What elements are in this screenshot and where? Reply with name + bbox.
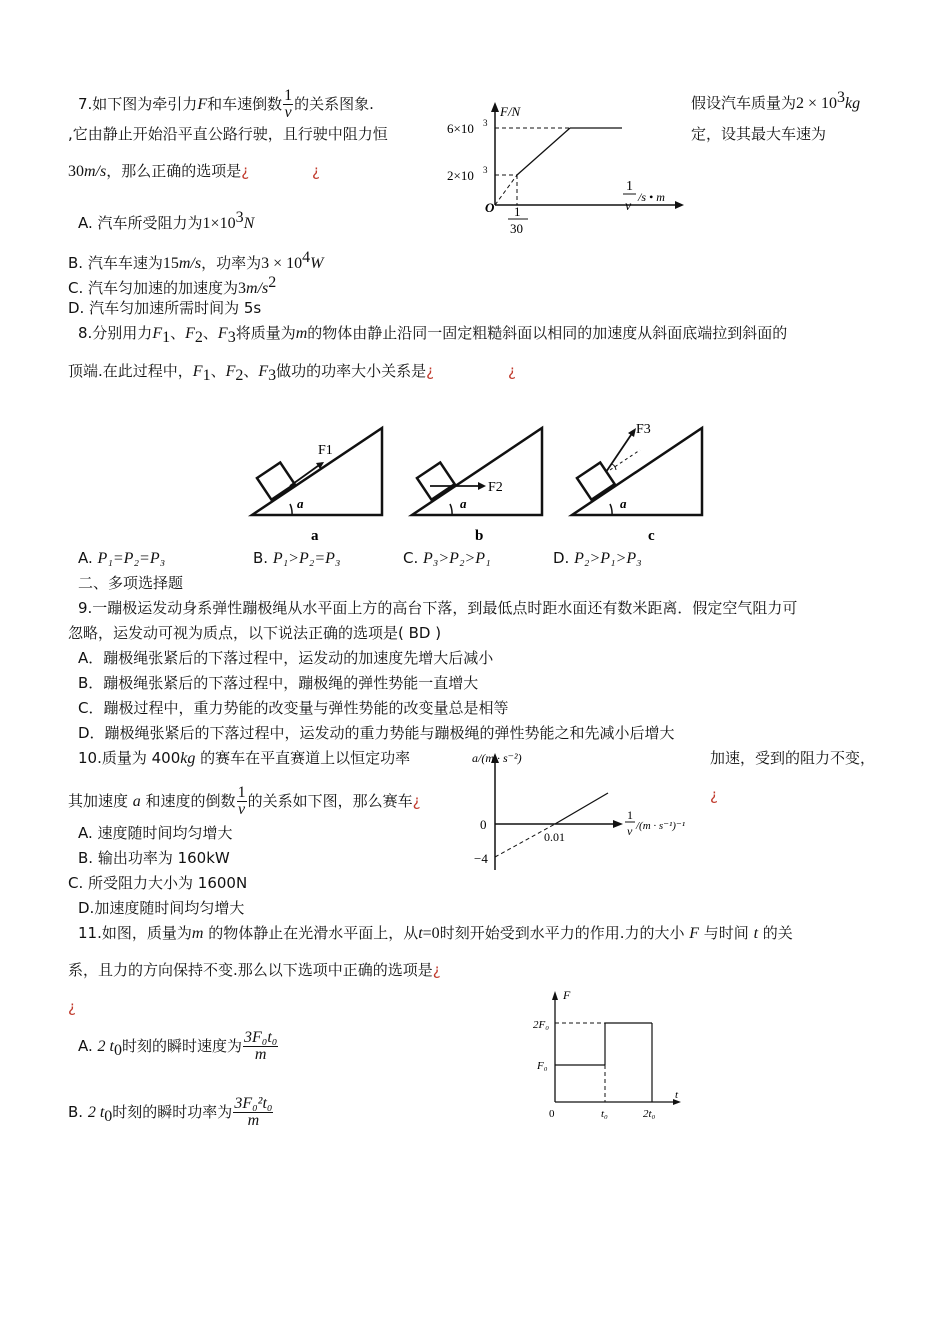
q8-force-a — [290, 463, 322, 486]
q10-ylabel: a/(m · s⁻²) — [472, 751, 522, 765]
q11-xlabel: t — [675, 1089, 679, 1101]
q7-mass-lead: 假设汽车质量为 — [691, 94, 797, 112]
q8-fig-a — [252, 428, 382, 544]
q8-F1: F — [152, 325, 163, 342]
q7-mass-exp: 3 — [837, 89, 846, 106]
q7-y-arrow — [491, 102, 499, 112]
q11-y-arrow — [552, 991, 558, 1000]
q7-line2b: 定，设其最大车速为 — [691, 125, 827, 143]
q8-optA-expr: P₁=P₂=P₃ — [97, 550, 166, 567]
q8-force-label-a: F1 — [318, 443, 333, 458]
q8-angle-a: a — [297, 496, 304, 511]
q10-frac-den: v — [238, 801, 246, 818]
q11-optB-t: 2 t — [87, 1104, 105, 1121]
q7-xlabel-unit: /s • m — [638, 190, 665, 204]
q7-vmax-unit: m/s — [84, 163, 107, 180]
q8-optC-label: C. — [403, 549, 419, 567]
q7-optD: D. 汽车匀加速所需时间为 5s — [68, 299, 262, 317]
q8-m: m — [295, 325, 308, 342]
q7-x-arrow — [675, 201, 684, 209]
q7-optC-unit: m/s — [246, 280, 269, 297]
q10-optC: C. 所受阻力大小为 1600N — [68, 874, 248, 892]
q10-optB: B. 输出功率为 160kW — [78, 849, 230, 867]
q8-F1b: F — [192, 363, 203, 380]
q11-optB-frac — [233, 1096, 273, 1129]
q10-line2a: 其加速度 — [68, 792, 133, 810]
q8-s1b: 1 — [202, 367, 211, 384]
q10-a: a — [132, 793, 141, 810]
q8-figures — [240, 418, 720, 543]
q8-angle-c: a — [620, 496, 627, 511]
q7-optB — [68, 248, 323, 274]
q8-force-b-head — [478, 482, 486, 490]
q10-line2c: 的关系如下图，那么赛车 — [247, 792, 413, 810]
q8-line1c: 的物体由静止沿同一固定粗糙斜面以相同的加速度从斜面底端拉到斜面的 — [307, 324, 788, 342]
q7-optA-exp: 3 — [235, 209, 244, 226]
q8-F3b: F — [258, 363, 269, 380]
q10-graph — [470, 745, 700, 875]
q7-optA-val: 1×10 — [202, 215, 236, 232]
q8-angle-arc-a — [290, 504, 292, 515]
q7-optC-exp: 2 — [268, 274, 277, 291]
q10-line1a: 10.质量为 400 — [78, 749, 181, 767]
q7-mass — [691, 88, 860, 114]
q7-optB-p: 3 × 10 — [261, 255, 303, 272]
q11-line1b: 的物体静止在光滑水平面上，从 — [203, 924, 419, 942]
q7-optC-text: C. 汽车匀加速的加速度为 — [68, 279, 239, 297]
q7-mass-unit: kg — [845, 95, 861, 112]
q11-line1c: 时刻开始受到水平力的作用.力的大小 — [439, 924, 690, 942]
q8-sep1b: 、 — [210, 362, 226, 380]
q8-optC-expr: P₃>P₂>P₁ — [423, 550, 491, 567]
q8-line1b: 将质量为 — [235, 324, 296, 342]
q7-xtick-num: 1 — [514, 204, 521, 219]
q10-x-arrow — [613, 820, 623, 828]
q11-optA-frac — [243, 1030, 278, 1063]
q11-optB: B. 2 $t_0$时刻的瞬时功率为 $\frac{\text{3F₀²t₀}}{m}$ — [68, 1095, 273, 1129]
q11-glyph-1: ¿ — [432, 961, 441, 979]
q7-optA-unit: N — [243, 215, 255, 232]
q8-optD-expr: P₂>P₁>P₃ — [574, 550, 642, 567]
q11-m: m — [191, 925, 204, 942]
q8-s3b: 3 — [268, 367, 277, 384]
q10-frac-num: 1 — [237, 784, 246, 801]
q7-y-lo: 2×10 — [447, 168, 474, 183]
q8-line2b: 做功的功率大小关系是 — [276, 362, 427, 380]
q7-glyph-2: ¿ — [312, 162, 320, 180]
q7-optB-unit: W — [310, 255, 324, 272]
q8-optB-label: B. — [253, 549, 269, 567]
q7-mass-val: 2 × 10 — [796, 95, 838, 112]
q7-glyph-1: ¿ — [241, 162, 250, 180]
q7-dash-origin — [495, 175, 517, 205]
q7-graph — [440, 100, 690, 240]
q7-line-rise — [517, 128, 570, 175]
q8-label-a: a — [311, 528, 319, 544]
q11-optB-label: B. — [68, 1103, 84, 1121]
q8-block-b — [417, 463, 455, 500]
q8-line2 — [68, 361, 434, 386]
q11-glyph-2: ¿ — [68, 998, 76, 1016]
q11-line1a: 11.如图，质量为 — [78, 924, 192, 942]
q7-origin: O — [485, 200, 495, 215]
q7-optC-v: 3 — [238, 280, 247, 297]
q7-ylabel: F/N — [500, 104, 521, 119]
q7-frac-den: v — [284, 104, 292, 121]
q8-optA — [78, 548, 165, 569]
q10-optD: D.加速度随时间均匀增大 — [78, 899, 245, 917]
q8-theta-arc-c — [612, 464, 616, 470]
q11-t0: t — [418, 925, 423, 942]
q7-optB-vunit: m/s — [178, 255, 202, 272]
q11-optB-den: m — [247, 1112, 260, 1129]
q8-optC — [403, 548, 491, 569]
q8-s2b: 2 — [235, 367, 244, 384]
q11-optA-mid: 时刻的瞬时速度为 — [122, 1037, 243, 1055]
q7-optA — [78, 208, 254, 234]
q8-F2: F — [185, 325, 195, 342]
q11-line2-text: 系，且力的方向保持不变.那么以下选项中正确的选项是 — [68, 961, 433, 979]
q9-optA: A．蹦极绳张紧后的下落过程中，运发动的加速度先增大后减小 — [78, 649, 494, 667]
q8-fig-c — [572, 422, 702, 544]
q11-F: F — [689, 925, 700, 942]
q9-optB: B．蹦极绳张紧后的下落过程中，蹦极绳的弹性势能一直增大 — [78, 674, 479, 692]
q7-optA-text: A. 汽车所受阻力为 — [78, 214, 203, 232]
q8-force-label-c: F3 — [636, 422, 651, 437]
q8-sep2: 、 — [202, 324, 218, 342]
q10-xlabel-num: 1 — [627, 808, 633, 822]
q8-angle-arc-b — [450, 504, 452, 515]
q8-s2: 2 — [194, 329, 203, 346]
q11-t: t — [753, 925, 759, 942]
q11-optA-den: m — [254, 1046, 267, 1063]
q7-optB-mid: ，功率为 — [201, 254, 262, 272]
q11-optA: A. 2 $t_0$时刻的瞬时速度为 $\frac{\text{3F₀t₀}}{m}$ — [78, 1029, 278, 1063]
q11-optB-mid: 时刻的瞬时功率为 — [112, 1103, 233, 1121]
q7-line1 — [78, 88, 374, 121]
q9-optC: C．蹦极过程中，重力势能的改变量与弹性势能的改变量总是相等 — [78, 699, 509, 717]
q10-xtick: 0.01 — [544, 830, 565, 844]
q8-F2b: F — [225, 363, 236, 380]
q8-optB — [253, 548, 340, 569]
q8-angle-b: a — [460, 496, 467, 511]
q7-optB-text: B. 汽车车速为 — [68, 254, 163, 272]
q10-solid-line — [555, 793, 608, 824]
q8-sep2b: 、 — [243, 362, 259, 380]
q7-line3-text: ，那么正确的选项是 — [106, 162, 242, 180]
q10-optA: A. 速度随时间均匀增大 — [78, 824, 233, 842]
q7-vmax: 30 — [68, 163, 84, 180]
q8-line1a: 8.分别用力 — [78, 324, 153, 342]
q7-frac-num: 1 — [284, 87, 293, 104]
q11-line1e: 的关 — [758, 924, 793, 942]
q10-line2 — [68, 785, 421, 818]
q8-label-c: c — [648, 528, 655, 544]
q8-glyph-2: ¿ — [508, 362, 516, 380]
q11-line1 — [78, 923, 793, 944]
q10-neg: −4 — [474, 851, 488, 866]
q7-y-hi-exp: 3 — [483, 118, 488, 128]
q11-graph — [525, 985, 705, 1125]
q8-line2a: 顶端.在此过程中， — [68, 362, 193, 380]
q8-line1 — [78, 323, 787, 348]
q8-optD — [553, 548, 642, 569]
q11-y-hi: 2F₀ — [533, 1019, 550, 1031]
q11-line2 — [68, 960, 441, 980]
q11-optB-num: 3F₀²t₀ — [234, 1095, 273, 1112]
q7-optC — [68, 273, 276, 299]
q10-xlabel-den: v — [627, 824, 633, 838]
section-title: 二、多项选择题 — [78, 574, 184, 592]
q7-optB-v: 15 — [162, 255, 179, 272]
q8-label-b: b — [475, 528, 484, 544]
q10-line1b: 的赛车在平直赛道上以恒定功率 — [195, 749, 411, 767]
q7-y-hi: 6×10 — [447, 121, 474, 136]
q8-glyph-1: ¿ — [426, 362, 435, 380]
q10-line2b: 和速度的倒数 — [140, 792, 236, 810]
q10-xlabel-unit: /(m · s⁻¹)⁻¹ — [636, 820, 686, 832]
q7-mid: 和车速倒数 — [207, 95, 283, 113]
q10-line1 — [78, 748, 410, 769]
q11-optA-label: A. — [78, 1037, 93, 1055]
q8-fig-b — [412, 428, 542, 544]
q10-zero: 0 — [480, 817, 487, 832]
q11-line1d: 与时间 — [699, 924, 754, 942]
q11-origin: 0 — [549, 1108, 555, 1120]
q7-y-lo-exp: 3 — [483, 165, 488, 175]
q7-xtick-den: 30 — [510, 221, 523, 236]
q11-t1: t₀ — [601, 1108, 608, 1120]
q10-line1c: 加速，受到的阻力不变， — [710, 749, 876, 767]
q7-xlabel-num: 1 — [626, 179, 633, 194]
q7-intro: 7.如下图为牵引力 — [78, 95, 198, 113]
q7-line2a: ,它由静止开始沿平直公路行驶，且行驶中阻力恒 — [68, 125, 388, 143]
q7-frac — [283, 88, 293, 121]
q7-line3 — [68, 161, 249, 182]
q11-eq0: =0 — [422, 925, 440, 942]
q8-block-a — [257, 463, 295, 500]
q11-ylabel: F — [563, 988, 571, 1002]
q11-optA-t: 2 t — [97, 1038, 114, 1055]
q7-F: F — [197, 96, 208, 113]
q8-optA-label: A. — [78, 549, 93, 567]
q7-xlabel-den: v — [625, 199, 632, 214]
q7-optB-exp: 4 — [302, 249, 311, 266]
q9-optD: D．蹦极绳张紧后的下落过程中，运发动的重力势能与蹦极绳的弹性势能之和先减小后增大 — [78, 724, 675, 742]
q8-force-c-head — [628, 428, 636, 437]
q8-sep1: 、 — [170, 324, 186, 342]
q8-angle-arc-c — [610, 504, 612, 515]
q11-optA-num: 3F₀t₀ — [244, 1029, 278, 1046]
q9-line1: 9.一蹦极运发动身系弹性蹦极绳从水平面上方的高台下落，到最低点时距水面还有数米距离．假定空气阻力可 — [78, 599, 798, 617]
q8-F3: F — [217, 325, 228, 342]
q11-y-lo: F₀ — [537, 1060, 548, 1072]
q8-s1: 1 — [162, 329, 171, 346]
q7-tail: 的关系图象. — [294, 95, 374, 113]
q8-force-label-b: F2 — [488, 480, 503, 495]
q10-kg: kg — [180, 750, 196, 767]
q10-glyph-1: ¿ — [412, 792, 421, 810]
q8-force-c — [606, 432, 633, 472]
q10-frac — [237, 785, 247, 818]
q8-s3: 3 — [227, 329, 236, 346]
q9-line2: 忽略，运发动可视为质点，以下说法正确的选项是( BD ) — [68, 624, 442, 642]
q10-glyph-2: ¿ — [710, 786, 718, 804]
q11-t2: 2t₀ — [643, 1108, 656, 1120]
q8-optB-expr: P₁>P₂=P₃ — [272, 550, 341, 567]
q8-optD-label: D. — [553, 549, 570, 567]
